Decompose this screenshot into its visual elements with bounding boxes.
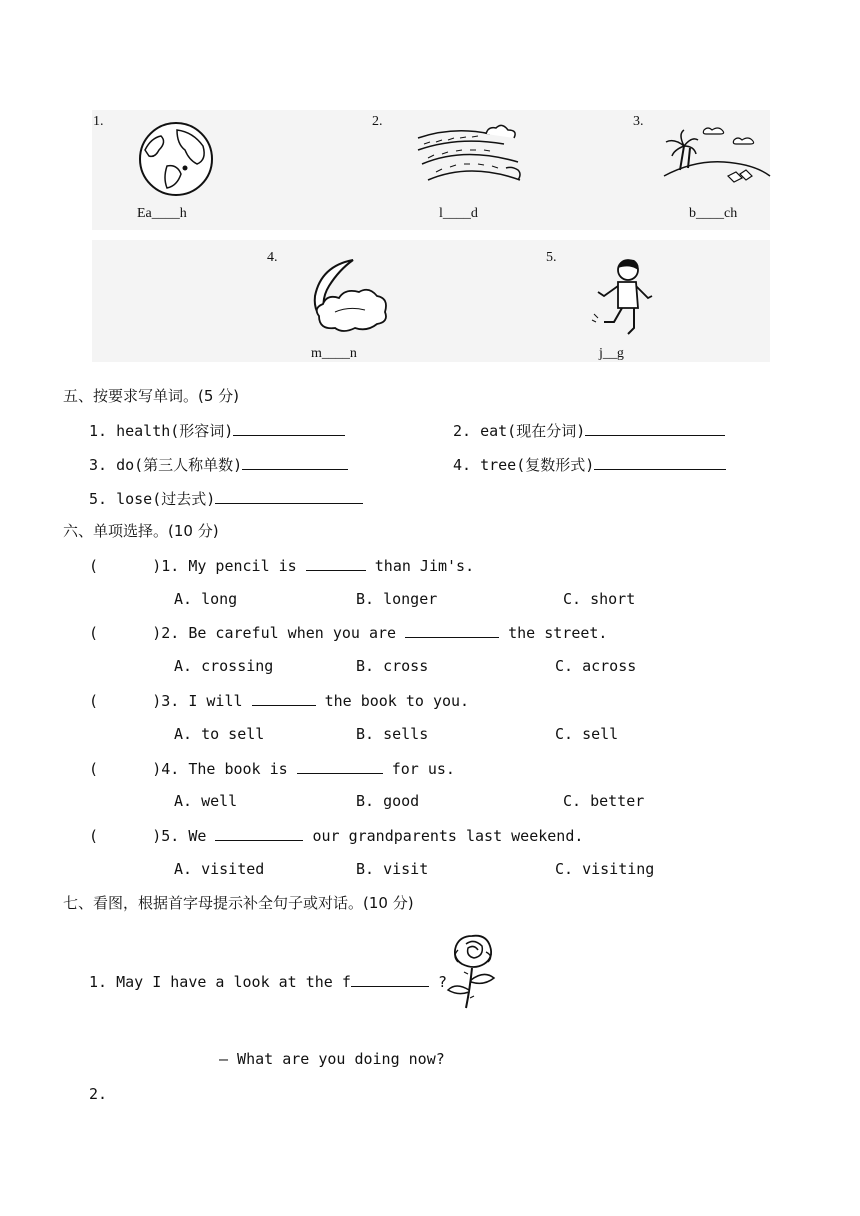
question-text: 1. May I have a look at the f bbox=[89, 973, 351, 991]
option-c[interactable]: C. visiting bbox=[555, 860, 655, 878]
answer-paren[interactable]: ( )3. bbox=[89, 692, 180, 710]
word-item bbox=[89, 454, 348, 475]
option-b[interactable]: B. longer bbox=[356, 590, 438, 608]
question-text: the street. bbox=[508, 624, 608, 642]
question-text: ? bbox=[437, 973, 447, 991]
picture-caption: Ea____h bbox=[137, 206, 187, 221]
picture-number: 4. bbox=[267, 250, 278, 265]
option-b[interactable]: B. visit bbox=[356, 860, 429, 878]
question-text: the book to you. bbox=[324, 692, 470, 710]
question-text: for us. bbox=[391, 760, 455, 778]
question-text: our grandparents last weekend. bbox=[312, 827, 584, 845]
answer-paren[interactable]: ( )2. bbox=[89, 624, 180, 642]
answer-blank[interactable] bbox=[242, 455, 348, 470]
question-number: 2. bbox=[89, 1085, 108, 1103]
answer-blank[interactable] bbox=[594, 455, 726, 470]
option-b[interactable]: B. cross bbox=[356, 657, 429, 675]
beach-palm-icon bbox=[664, 124, 772, 188]
word-prompt: 2. eat(现在分词) bbox=[453, 422, 586, 440]
section-heading: 六、单项选择。(10 分) bbox=[63, 522, 219, 540]
picture-panel-bottom bbox=[92, 240, 770, 362]
option-b[interactable]: B. sells bbox=[356, 725, 429, 743]
question-line bbox=[89, 826, 583, 845]
word-prompt: 5. lose(过去式) bbox=[89, 490, 216, 508]
option-a[interactable]: A. long bbox=[174, 590, 238, 608]
question-text: than Jim's. bbox=[374, 557, 475, 575]
option-b[interactable]: B. good bbox=[356, 792, 420, 810]
option-a[interactable]: A. to sell bbox=[174, 725, 265, 743]
word-prompt: 3. do(第三人称单数) bbox=[89, 456, 243, 474]
picture-number: 5. bbox=[546, 250, 557, 265]
word-prompt: 1. health(形容词) bbox=[89, 422, 234, 440]
option-c[interactable]: C. across bbox=[555, 657, 637, 675]
word-item bbox=[89, 420, 345, 441]
picture-caption: j__g bbox=[599, 346, 624, 361]
answer-paren[interactable]: ( )1. bbox=[89, 557, 180, 575]
answer-blank[interactable] bbox=[233, 421, 345, 436]
picture-number: 1. bbox=[93, 114, 104, 129]
word-prompt: 4. tree(复数形式) bbox=[453, 456, 595, 474]
option-c[interactable]: C. short bbox=[563, 590, 636, 608]
picture-number: 3. bbox=[633, 114, 644, 129]
word-item bbox=[89, 488, 363, 509]
question-blank bbox=[405, 623, 499, 638]
answer-paren[interactable]: ( )4. bbox=[89, 760, 180, 778]
option-c[interactable]: C. better bbox=[563, 792, 645, 810]
option-a[interactable]: A. well bbox=[174, 792, 238, 810]
question-blank bbox=[306, 556, 366, 571]
word-item bbox=[453, 420, 725, 441]
rose-flower-icon bbox=[444, 930, 500, 1012]
question-text: Be careful when you are bbox=[188, 624, 397, 642]
picture-caption: b____ch bbox=[689, 206, 738, 221]
completion-line bbox=[89, 972, 447, 991]
answer-paren[interactable]: ( )5. bbox=[89, 827, 180, 845]
moon-cloud-icon bbox=[305, 256, 391, 336]
section-heading: 五、按要求写单词。(5 分) bbox=[63, 387, 240, 405]
picture-caption: m____n bbox=[311, 346, 357, 361]
jogging-boy-icon bbox=[590, 256, 656, 338]
option-c[interactable]: C. sell bbox=[555, 725, 619, 743]
question-line bbox=[89, 556, 474, 575]
answer-blank[interactable] bbox=[351, 972, 429, 987]
question-text: I will bbox=[188, 692, 243, 710]
question-text: My pencil is bbox=[188, 557, 297, 575]
earth-globe-icon bbox=[137, 120, 215, 198]
question-line bbox=[89, 623, 607, 642]
answer-blank[interactable] bbox=[215, 489, 363, 504]
question-text: The book is bbox=[188, 760, 288, 778]
question-blank bbox=[297, 759, 383, 774]
answer-blank[interactable] bbox=[585, 421, 725, 436]
picture-number: 2. bbox=[372, 114, 383, 129]
option-a[interactable]: A. crossing bbox=[174, 657, 274, 675]
question-blank bbox=[252, 691, 316, 706]
question-blank bbox=[215, 826, 303, 841]
option-a[interactable]: A. visited bbox=[174, 860, 265, 878]
question-text: We bbox=[188, 827, 207, 845]
question-line bbox=[89, 759, 455, 778]
question-line bbox=[89, 691, 469, 710]
word-item bbox=[453, 454, 726, 475]
picture-caption: l____d bbox=[439, 206, 478, 221]
section-heading: 七、看图，根据首字母提示补全句子或对话。(10 分) bbox=[63, 894, 414, 912]
dialog-line: — What are you doing now? bbox=[219, 1050, 445, 1068]
fields-land-icon bbox=[414, 122, 526, 186]
